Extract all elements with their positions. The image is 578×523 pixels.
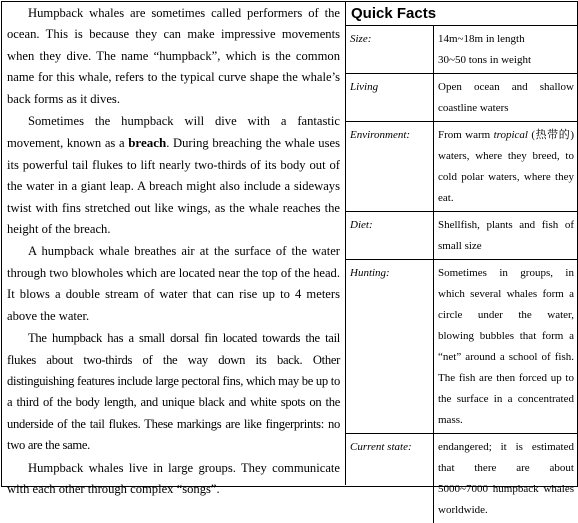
fact-value-part-a: From warm — [438, 129, 494, 141]
fact-label: Current state: — [346, 434, 434, 523]
fact-value: 14m~18m in length 30~50 tons in weight — [434, 26, 578, 74]
fact-row-size — [346, 26, 577, 74]
paragraph-2-part-a: Sometimes the humpback will dive with a fantastic movement, known as a — [7, 114, 340, 150]
paragraph-1: Humpback whales are sometimes called performers of the ocean. This is because they can make impressive movements when they dive. The name “humpback”, which is the common name for this whale, refers to the typical curve shape the whale’s back forms as it dives. — [7, 3, 340, 110]
fact-label: Size: — [346, 26, 434, 74]
quick-facts-title: Quick Facts — [346, 2, 577, 26]
fact-label: Living — [346, 74, 434, 122]
fact-value: Open ocean and shallow coastline waters — [434, 74, 578, 122]
quick-facts-box — [345, 2, 577, 485]
fact-value — [434, 122, 578, 212]
paragraph-2 — [7, 111, 340, 240]
paragraph-5: Humpback whales live in large groups. They communicate with each other through complex “songs”. — [7, 458, 340, 501]
paragraph-4-part-b: These markings are like fingerprints: no two are the same. — [7, 417, 340, 452]
fact-row-current-state — [346, 434, 577, 523]
fact-label: Diet: — [346, 212, 434, 260]
fact-value: Shellfish, plants and fish of small size — [434, 212, 578, 260]
fact-label: Hunting: — [346, 260, 434, 434]
fact-value: endangered; it is estimated that there are about 5000~7000 humpback whales worldwide. — [434, 434, 578, 523]
fact-row-living — [346, 74, 577, 122]
fact-value-part-b: (热带的) waters, where they breed, to cold polar waters, where they eat. — [438, 129, 574, 204]
breach-term: breach — [128, 135, 166, 150]
fact-row-diet — [346, 212, 577, 260]
fact-label: Environment: — [346, 122, 434, 212]
fact-value: Sometimes in groups, in which several whales form a circle under the water, blowing bubbles that form a “net” around a school of fish. The fish are then forced up to the surface in a concentrated mass. — [434, 260, 578, 434]
article-text — [7, 3, 340, 501]
quick-facts-table — [346, 26, 577, 523]
paragraph-3: A humpback whale breathes air at the surface of the water through two blowholes which are located near the top of the head. It blows a double stream of water that can rise up to 4 meters above the water. — [7, 241, 340, 327]
fact-row-hunting — [346, 260, 577, 434]
paragraph-2-part-b: . During breaching the whale uses its powerful tail flukes to lift nearly two-thirds of its body out of the water in a giant leap. A breach might also include a sideways twist with fins stretched out like wings, as the whale reaches the height of the breach. — [7, 136, 340, 236]
paragraph-4 — [7, 328, 340, 456]
tropical-term: tropical — [494, 129, 528, 141]
paragraph-4-part-a: The humpback has a small dorsal fin located towards the tail flukes about two-thirds of the way down its back. Other distinguishing features include large pectoral fins, which may be up to a third of the body length, and unique black and white spots on the underside of the tail flukes. — [7, 331, 340, 431]
fact-row-environment — [346, 122, 577, 212]
